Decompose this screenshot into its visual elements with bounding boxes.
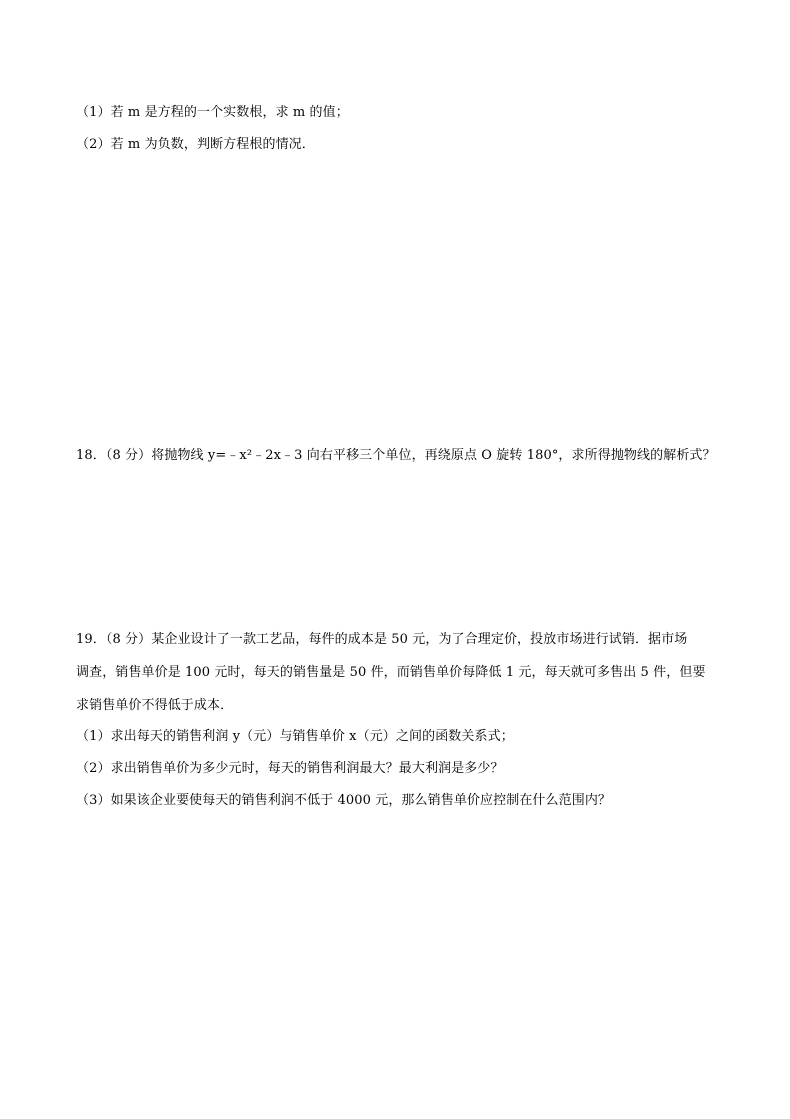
q19-line2: 调查，销售单价是 100 元时，每天的销售量是 50 件，而销售单价每降低 1 元，每天就可多售出 5 件，但要 <box>76 665 706 680</box>
q19-part1-text: （1）求出每天的销售利润 y（元）与销售单价 x（元）之间的函数关系式； <box>76 729 514 744</box>
q19-line3: 求销售单价不得低于成本． <box>76 698 234 713</box>
q18-text: 18．（8 分）将抛物线 y=﹣x²﹣2x﹣3 向右平移三个单位，再绕原点 O 旋转 180°，求所得抛物线的解析式？ <box>76 448 716 463</box>
q19-line1: 19．（8 分）某企业设计了一款工艺品，每件的成本是 50 元，为了合理定价，投放市场进行试销．据市场 <box>76 632 688 647</box>
q19-part2-text: （2）求出销售单价为多少元时，每天的销售利润最大？最大利润是多少？ <box>76 761 504 776</box>
q17-part2-text: （2）若 m 为负数，判断方程根的情况． <box>76 137 315 152</box>
q19-part3-text: （3）如果该企业要使每天的销售利润不低于 4000 元，那么销售单价应控制在什么范围内？ <box>76 793 612 808</box>
q17-part1-text: （1）若 m 是方程的一个实数根，求 m 的值； <box>76 105 349 120</box>
